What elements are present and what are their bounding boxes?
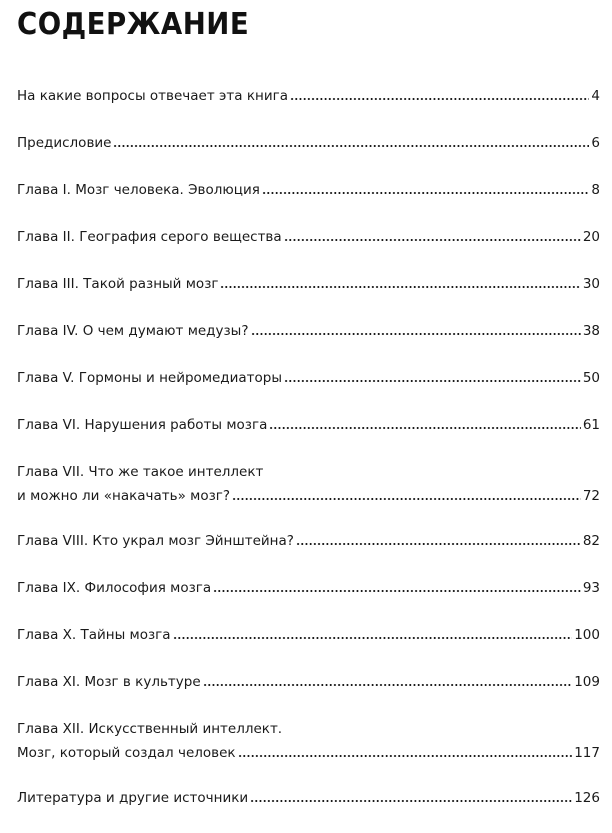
- toc-entry[interactable]: [17, 717, 600, 765]
- toc-entry-page: 30: [582, 276, 600, 292]
- toc-entry-page: 20: [582, 229, 600, 245]
- dot-leader: [203, 674, 573, 688]
- dot-leader: [269, 417, 580, 431]
- dot-leader: [250, 790, 572, 804]
- dot-leader: [213, 580, 581, 594]
- toc-entry-title: Глава XI. Мозг в культуре: [17, 674, 201, 690]
- toc-entry-title: Предисловие: [17, 135, 112, 151]
- toc-entry-title: На какие вопросы отвечает эта книга: [17, 88, 288, 104]
- toc-entry[interactable]: [17, 670, 600, 694]
- dot-leader: [238, 745, 573, 759]
- toc-entry-title: Глава IX. Философия мозга: [17, 580, 212, 596]
- toc-entry-title: Глава III. Такой разный мозг: [17, 276, 219, 292]
- toc-entry-title: Глава IV. О чем думают медузы?: [17, 323, 249, 339]
- toc-entry-page: 6: [591, 135, 600, 151]
- toc-entry-page: 4: [591, 88, 600, 104]
- toc-entry-title: Глава I. Мозг человека. Эволюция: [17, 182, 260, 198]
- toc-entry[interactable]: [17, 131, 600, 155]
- toc-entry-page: 93: [582, 580, 600, 596]
- toc-entry-page: 72: [582, 488, 600, 504]
- toc-entry-title-line1: Глава VII. Что же такое интеллект: [17, 464, 264, 480]
- toc-entry-title: Глава II. География серого вещества: [17, 229, 282, 245]
- toc-entry[interactable]: [17, 529, 600, 553]
- toc-entry[interactable]: [17, 413, 600, 437]
- toc-entry-page: 109: [574, 674, 600, 690]
- toc-entry-page: 38: [582, 323, 600, 339]
- dot-leader: [284, 229, 581, 243]
- dot-leader: [296, 533, 581, 547]
- toc-entry-title: Глава VIII. Кто украл мозг Эйнштейна?: [17, 533, 294, 549]
- dot-leader: [113, 135, 589, 149]
- dot-leader: [173, 627, 573, 641]
- toc-entry-page: 100: [574, 627, 600, 643]
- toc-entry[interactable]: [17, 576, 600, 600]
- toc-entry[interactable]: [17, 786, 600, 810]
- dot-leader: [220, 276, 580, 290]
- toc-entry-page: 117: [574, 745, 600, 761]
- toc-entry-title: Мозг, который создал человек: [17, 745, 236, 761]
- dot-leader: [262, 182, 590, 196]
- toc-entry[interactable]: [17, 178, 600, 202]
- toc-entry-page: 82: [582, 533, 600, 549]
- toc-entry-title: Литература и другие источники: [17, 790, 249, 806]
- toc-entry-title: Глава VI. Нарушения работы мозга: [17, 417, 268, 433]
- toc-entry[interactable]: [17, 225, 600, 249]
- toc-entry-title: Глава X. Тайны мозга: [17, 627, 171, 643]
- dot-leader: [290, 88, 589, 102]
- dot-leader: [284, 370, 581, 384]
- page-title: СОДЕРЖАНИЕ: [17, 7, 250, 42]
- toc-entry[interactable]: [17, 272, 600, 296]
- toc-entry-page: 8: [591, 182, 600, 198]
- dot-leader: [232, 488, 581, 502]
- toc-entry[interactable]: [17, 460, 600, 508]
- toc-entry[interactable]: [17, 623, 600, 647]
- toc-entry[interactable]: [17, 319, 600, 343]
- toc-entry-title-line1: Глава XII. Искусственный интеллект.: [17, 721, 283, 737]
- toc-entry-page: 50: [582, 370, 600, 386]
- toc-entry-title: Глава V. Гормоны и нейромедиаторы: [17, 370, 283, 386]
- toc-entry[interactable]: [17, 366, 600, 390]
- dot-leader: [251, 323, 581, 337]
- toc-entry[interactable]: [17, 84, 600, 108]
- toc-entry-page: 61: [582, 417, 600, 433]
- toc-entry-title: и можно ли «накачать» мозг?: [17, 488, 231, 504]
- table-of-contents: [17, 84, 600, 833]
- toc-entry-page: 126: [574, 790, 600, 806]
